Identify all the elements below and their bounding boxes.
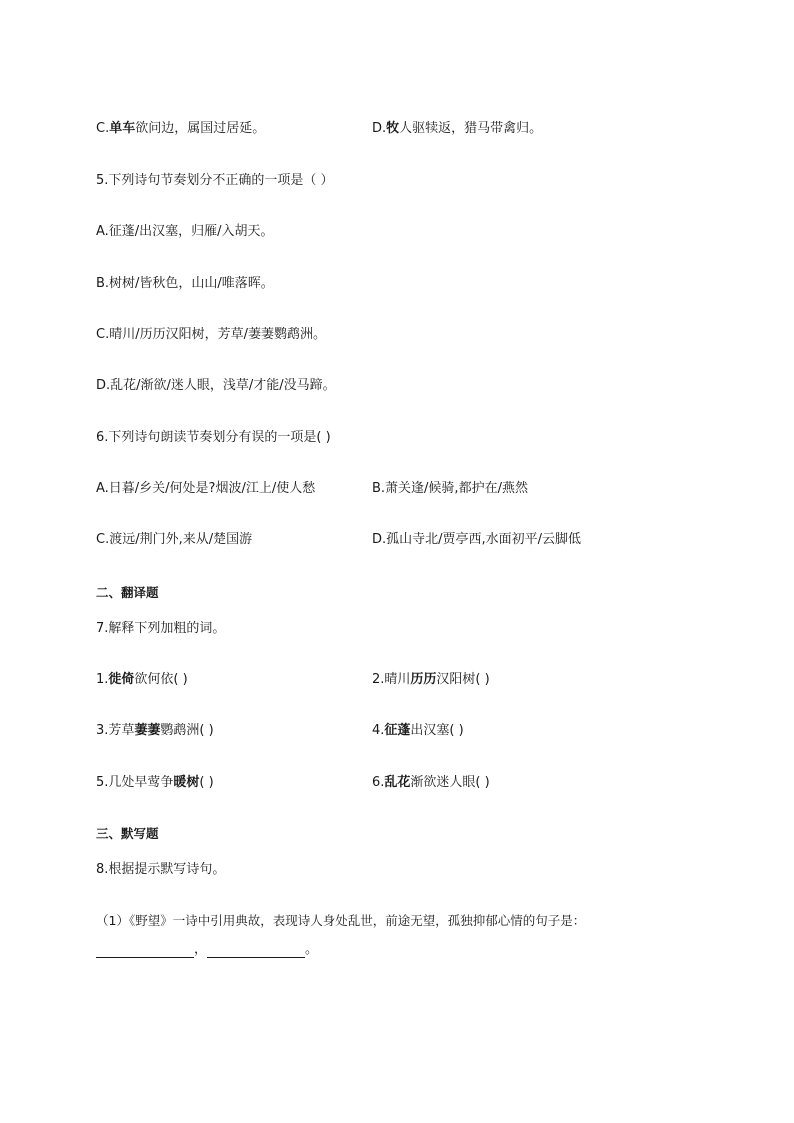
q4-option-c: C.单车欲问边，属国过居延。: [96, 121, 266, 136]
q8-sub1-answer: ， 。: [96, 942, 318, 958]
bold-term: 徙倚: [108, 672, 135, 687]
answer-blank-1[interactable]: [96, 943, 194, 958]
bold-term: 暖树: [173, 775, 200, 790]
bold-term: 萋萋: [134, 723, 161, 738]
q6-option-d: D.孤山寺北/贾亭西,水面初平/云脚低: [372, 532, 582, 547]
bold-term: 乱花: [384, 775, 411, 790]
q7-stem: 7.解释下列加粗的词。: [96, 621, 226, 636]
q6-option-a: A.日暮/乡关/何处是?烟波/江上/使人愁: [96, 481, 316, 496]
q6-option-c: C.渡远/荆门外,来从/楚国游: [96, 532, 253, 547]
bold-term: 历历: [410, 672, 437, 687]
q6-stem: 6.下列诗句朗读节奏划分有误的一项是( ): [96, 430, 331, 445]
q7-item-1: 1.徙倚欲何依( ): [96, 672, 188, 687]
q7-item-5: 5.几处早莺争暖树( ): [96, 775, 214, 790]
q5-option-d: D.乱花/渐欲/迷人眼，浅草/才能/没马蹄。: [96, 378, 336, 393]
q5-option-a: A.征蓬/出汉塞，归雁/入胡天。: [96, 224, 274, 239]
q7-item-4: 4.征蓬出汉塞( ): [372, 723, 464, 738]
q5-option-c: C.晴川/历历汉阳树，芳草/萋萋鹦鹉洲。: [96, 327, 326, 342]
q5-stem: 5.下列诗句节奏划分不正确的一项是（ ）: [96, 173, 334, 188]
q6-option-b: B.萧关逢/候骑,都护在/燕然: [372, 481, 528, 496]
answer-blank-2[interactable]: [207, 943, 305, 958]
section-title-translation: 二、翻译题: [96, 585, 159, 600]
q4-option-d: D.牧人驱犊返，猎马带禽归。: [372, 121, 543, 136]
q8-sub1-prompt: （1）《野望》一诗中引用典故，表现诗人身处乱世，前途无望，孤独抑郁心情的句子是：: [96, 913, 586, 928]
q8-stem: 8.根据提示默写诗句。: [96, 862, 226, 877]
bold-term: 征蓬: [384, 723, 411, 738]
q7-item-2: 2.晴川历历汉阳树( ): [372, 672, 490, 687]
section-title-dictation: 三、默写题: [96, 826, 159, 841]
q7-item-6: 6.乱花渐欲迷人眼( ): [372, 775, 490, 790]
bold-term: 牧: [386, 121, 400, 136]
q5-option-b: B.树树/皆秋色，山山/唯落晖。: [96, 276, 274, 291]
bold-term: 单车: [109, 121, 136, 136]
q7-item-3: 3.芳草萋萋鹦鹉洲( ): [96, 723, 214, 738]
